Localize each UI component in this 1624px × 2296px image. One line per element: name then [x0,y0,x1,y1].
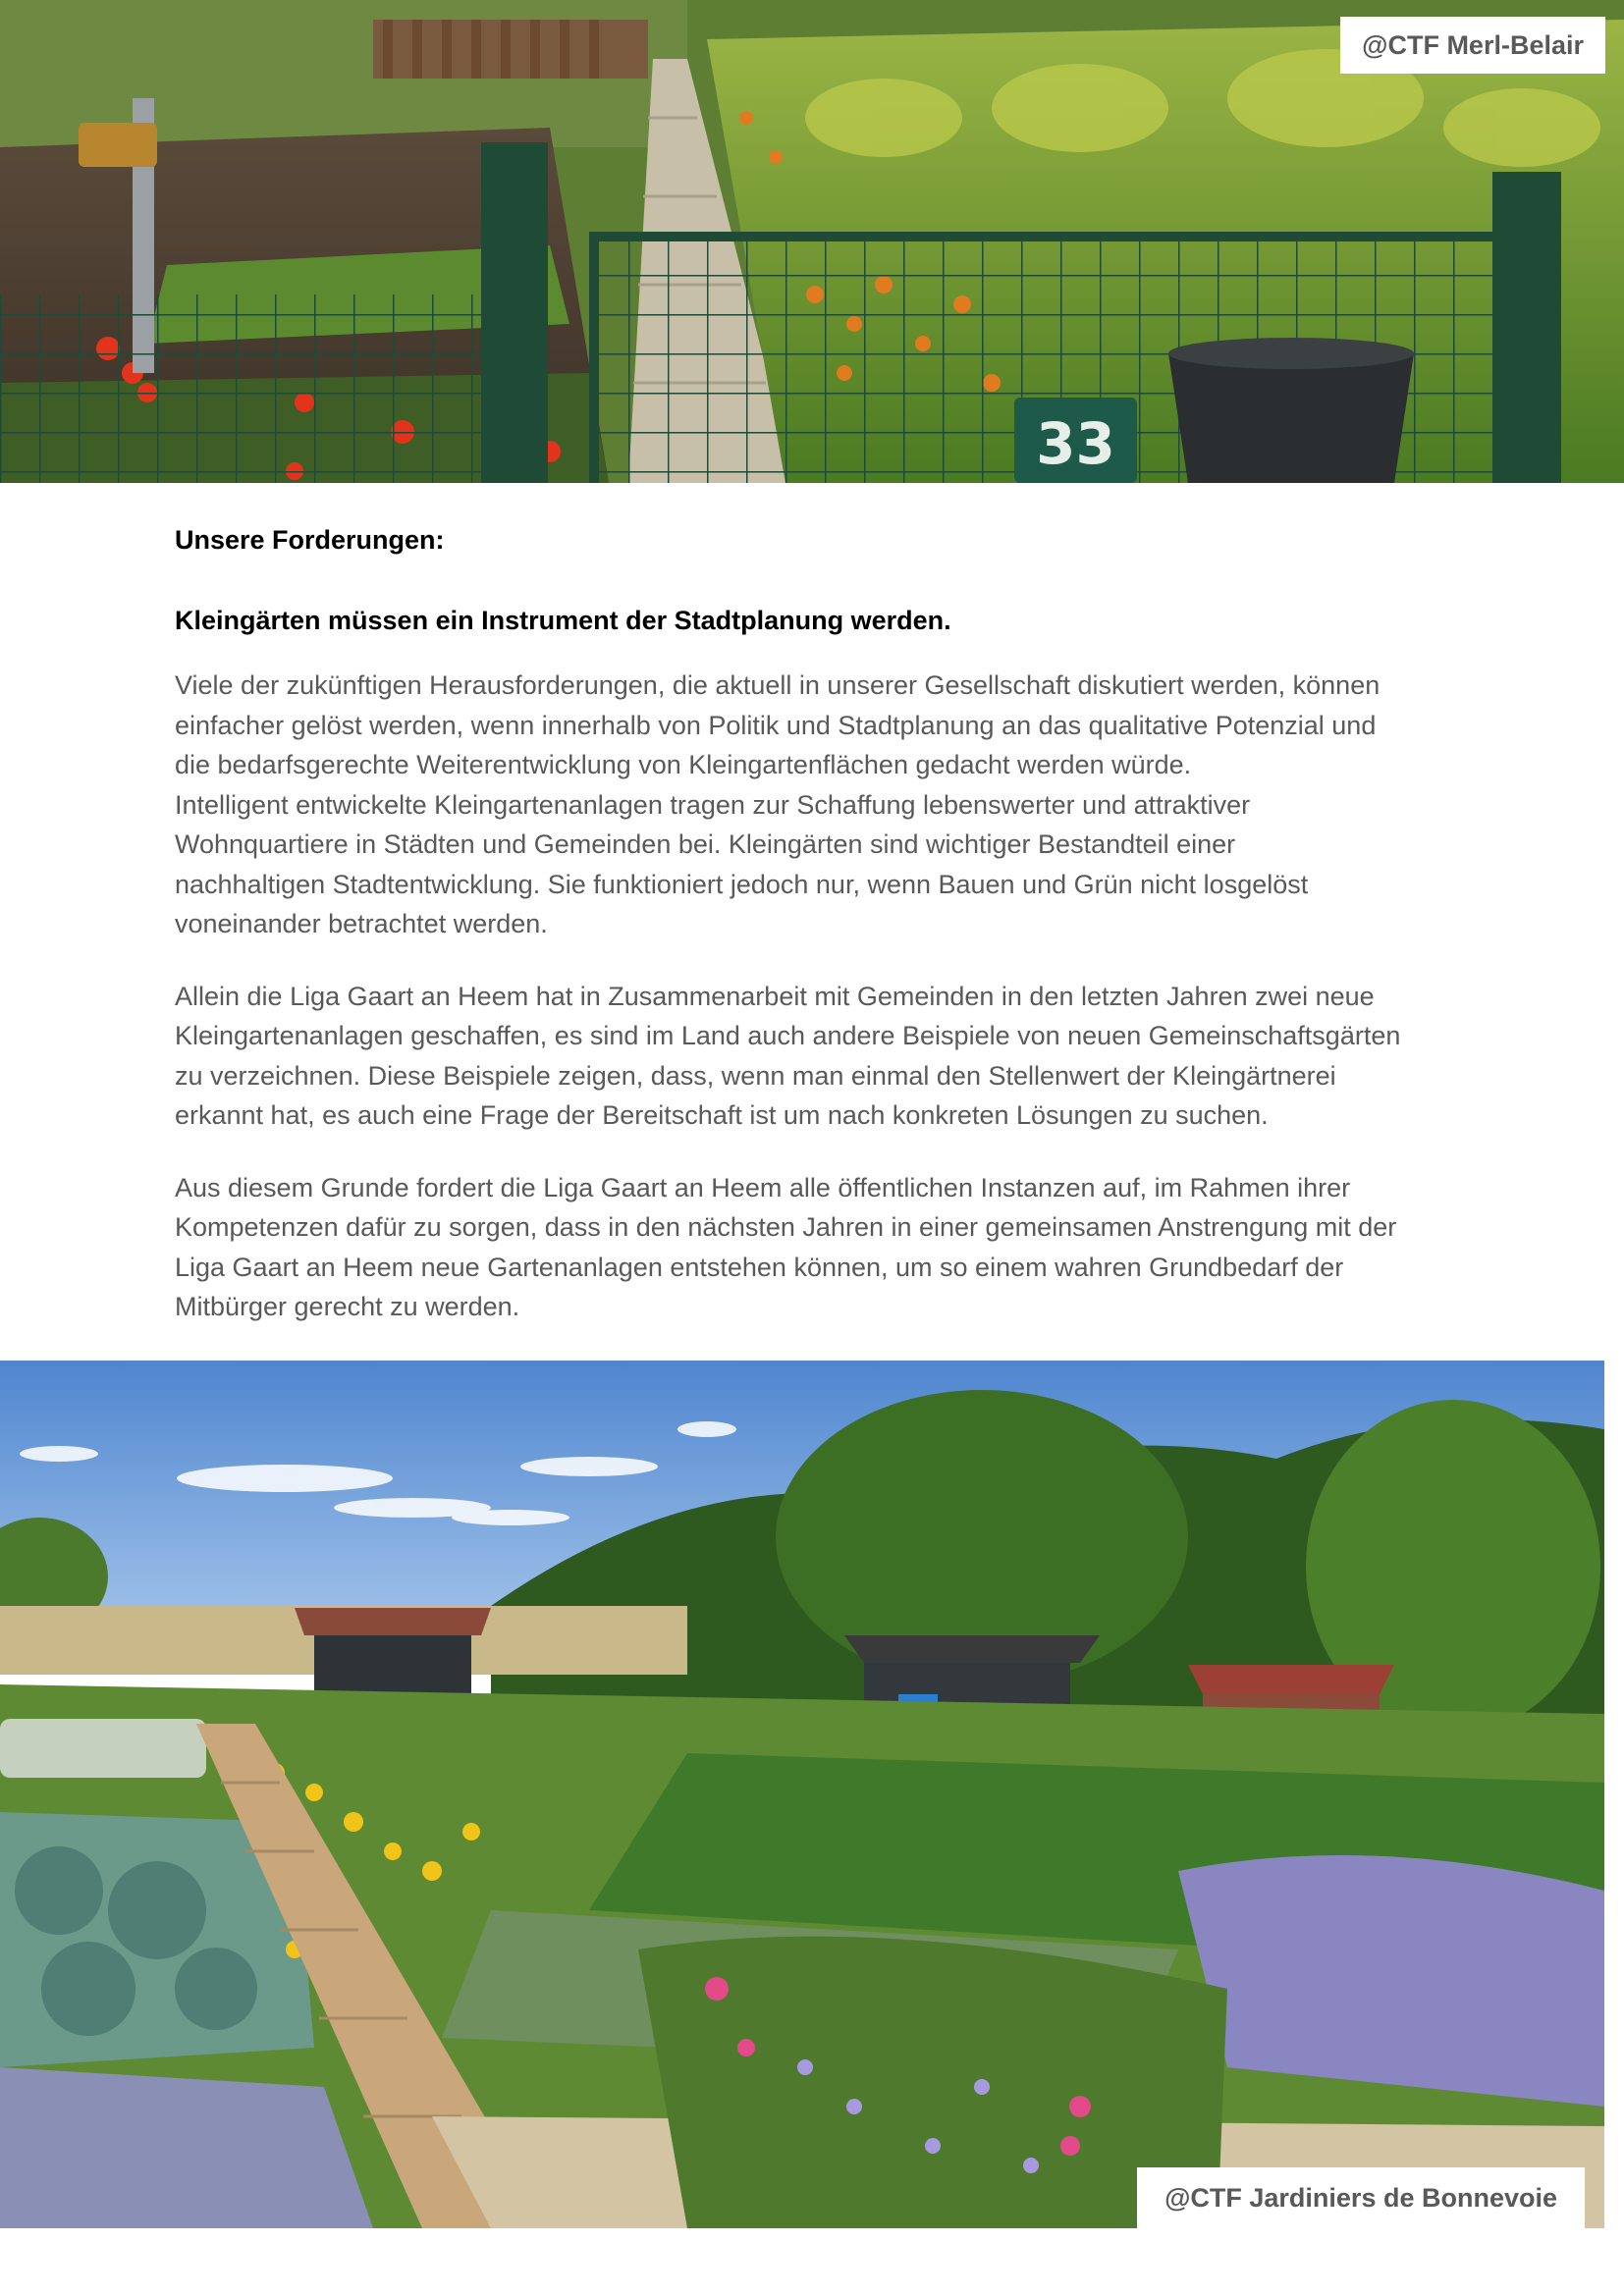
text-line: einfacher gelöst werden, wenn innerhalb von Politik und Stadtplanung an das qualitative Potenzial und [175,710,1377,740]
water-meter [79,123,157,167]
shed-roof-right [1188,1665,1394,1694]
top-garden-photo [0,0,1624,483]
shed-roof-left [295,1608,491,1635]
text-line: Allein die Liga Gaart an Heem hat in Zusammenarbeit mit Gemeinden in den letzten Jahren zwei neue [175,981,1375,1011]
demands-heading: Unsere Forderungen: [175,525,445,555]
fence-mesh-left [0,294,481,483]
water-bucket [1168,353,1414,483]
fleece-cover [0,1719,206,1778]
text-line: Aus diesem Grunde fordert die Liga Gaart an Heem alle öffentlichen Instanzen auf, im Rahmen ihrer [175,1172,1351,1202]
community-garden-illustration [0,1361,1604,2228]
text-line: erkannt hat, es auch eine Frage der Bereitschaft ist um nach konkreten Lösungen zu suchen. [175,1100,1269,1130]
text-line: Kleingartenanlagen geschaffen, es sind im Land auch andere Beispiele von neuen Gemeinschaftsgärten [175,1021,1401,1050]
lavender-front-left [0,2067,373,2228]
text-line: Mitbürger gerecht zu werden. [175,1292,520,1321]
fence-post-right [1492,172,1561,483]
text-line: Intelligent entwickelte Kleingartenanlagen tragen zur Schaffung lebenswerter und attraktiver [175,789,1251,820]
photo-credit-bottom: @CTF Jardiniers de Bonnevoie [1137,2167,1585,2228]
article-body [175,520,1451,1327]
paragraph [175,666,1451,944]
text-line: voneinander betrachtet werden. [175,909,548,938]
text-line: Liga Gaart an Heem neue Gartenanlagen entstehen können, um so einem wahren Grundbedarf der [175,1252,1344,1282]
shed-roof-center [844,1635,1100,1663]
fence-post-left [481,142,548,483]
plot-number: 33 [1036,410,1115,477]
statement-heading: Kleingärten müssen ein Instrument der Stadtplanung werden. [175,606,951,635]
shed-left [314,1635,471,1694]
paragraph [175,1168,1451,1327]
text-line: Kompetenzen dafür zu sorgen, dass in den nächsten Jahren in einer gemeinsamen Anstrengung mit der [175,1212,1397,1242]
text-line: die bedarfsgerechte Weiterentwicklung von Kleingartenflächen gedacht werden würde. [175,750,1192,779]
text-line: Viele der zukünftigen Herausforderungen, die aktuell in unserer Gesellschaft diskutiert werden, können [175,670,1380,700]
text-line: nachhaltigen Stadtentwicklung. Sie funktioniert jedoch nur, wenn Bauen und Grün nicht losgelöst [175,869,1309,899]
text-line: Wohnquartiere in Städten und Gemeinden bei. Kleingärten sind wichtiger Bestandteil einer [175,829,1236,859]
text-line: zu verzeichnen. Diese Beispiele zeigen, dass, wenn man einmal den Stellenwert der Kleingärtnerei [175,1060,1336,1091]
photo-credit-top: @CTF Merl-Belair [1340,17,1605,74]
paragraph [175,977,1451,1136]
bottom-garden-photo [0,1361,1604,2228]
